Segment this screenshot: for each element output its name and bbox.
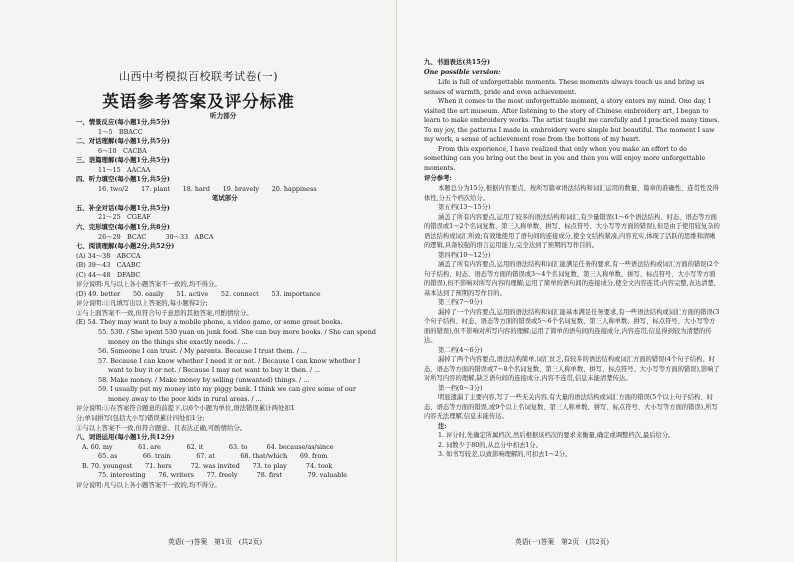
- answer-line: 59. I usually put my money into my piggy bank. I think we can give some of our: [98, 385, 356, 394]
- written-part-label: 笔试部分: [212, 194, 238, 203]
- rubric-intro: 本题总分为15分,根据内容要点、按所写篇章语法结构和词汇运用的数量、篇章的准确性、连贯性及得体性,分五个档次给分。: [424, 185, 719, 202]
- answer-line: (D) 49. better 50. easily 51. active 52. connect 53. importance: [76, 289, 321, 298]
- page1-answer-list: [76, 118, 376, 490]
- possible-version-label: One possible version:: [424, 68, 501, 76]
- exam-title: 山西中考模拟百校联考试卷(一): [118, 70, 279, 83]
- answer-line: 11～15 AACAA: [98, 165, 151, 174]
- answer-line: money on the things she exactly needs. / ...: [108, 337, 248, 346]
- scoring-note: 分;单词拼写(包括大小写)错误累计四处扣1分;: [76, 413, 205, 422]
- band-title: 第五档(13～15分): [438, 204, 491, 211]
- section-heading: 九、书面表达(共15分): [424, 58, 491, 66]
- answer-line: 四、听力填空(每小题1分,共5分): [76, 175, 170, 184]
- scoring-title: 评分参考:: [424, 174, 452, 182]
- answer-line: 五、补全对话(每小题1分,共5分): [76, 203, 170, 212]
- note-item: 3. 如书写较差,以致影响理解的,可扣去1～2分。: [438, 451, 572, 458]
- answer-line: (C) 44～48 DFABC: [76, 270, 141, 279]
- notes-title: 注:: [438, 422, 447, 430]
- answer-line: 65. as 66. train 67. at 68. that/which 69. from: [98, 452, 328, 461]
- answer-line: want to buy it or not. / Because I may not want to buy it then. / ...: [108, 366, 321, 375]
- answer-line: 八、词语运用(每小题1分,共12分): [76, 433, 175, 442]
- note-item: 2. 词数少于80的,从总分中扣去1分。: [438, 441, 542, 449]
- band-title: 第二档(4～6分): [438, 346, 483, 354]
- answer-line: 58. Make money. / Make money by selling (unwanted) things. / ...: [98, 375, 310, 384]
- note-item: 1. 评分时,先确定所属档次,然后根据该档次的要求来衡量,确定或调整档次,最后给分。: [438, 432, 675, 439]
- model-essay: [424, 78, 720, 173]
- answer-line: (A) 34～38 ABCCA: [76, 251, 141, 260]
- answer-line: 56. Someone I can trust. / My parents. Because I trust them. / ...: [98, 347, 308, 356]
- answer-line: 6～10 CACBA: [98, 146, 147, 155]
- answer-line: 六、完形填空(每小题1分,共8分): [76, 223, 170, 232]
- scoring-note: 评分说明:凡与以上各小题答案不一致的,均不得分。: [76, 480, 221, 489]
- band-title: 第三档(7～9分): [438, 299, 483, 306]
- essay-paragraph: When it comes to the most unforgettable moment, a story enters my mind. One day, I visited the art museum. After listening to the story of Chinese embroidery art, I began to learn to make embroidery works. The artist taught me carefully and I practiced many times. To my joy, the patterns I made in embroidery were simple but beautiful. The moment I saw my work, a sense of achievement rose from the bottom of my heart.: [424, 98, 720, 144]
- answer-line: 16. two/2 17. plant 18. hard 19. bravely 20. happiness: [98, 184, 317, 193]
- scoring-note: 评分说明:凡与以上各小题答案不一致的,均不得分。: [76, 280, 221, 289]
- page-heading: 英语参考答案及评分标准: [102, 92, 295, 111]
- answer-line: (E) 54. They may want to buy a mobile phone, a video game, or some great books.: [76, 318, 343, 327]
- answer-line: 26～29 BCAC 30～33 ABCA: [98, 232, 214, 241]
- answer-line: 21～25 CGEAF: [98, 213, 151, 222]
- answer-line: 57. Because I can know whether I need it or not. / Because I can know whether I: [98, 356, 361, 365]
- band-description: 漏掉了一个内容要点,运用的语法结构和词汇能基本满足任务要求,有一些语法结构或词汇方面的错误(3个句子结构、时态、语态等方面的错误或5～6个名词复数、第三人称单数、拼写、标点符号、大小写等方面的错误),但不影响对所写内容的理解;运用了简单的语句间的连接成分,内容连贯,信息得到较为清楚的传达。: [424, 308, 720, 344]
- listening-part-label: 听力部分: [210, 112, 237, 120]
- answer-line: 七、阅读理解(每小题2分,共52分): [76, 242, 175, 251]
- answer-line: (B) 39～43 CAABC: [76, 261, 141, 270]
- answer-line: 一、情景反应(每小题1分,共5分): [76, 118, 170, 126]
- scoring-note: ②与以上答案不一致,但符合题意、且表达正确,可酌情给分。: [76, 423, 247, 432]
- scoring-note: 评分说明:①凡填写出以上答案的,每小题得2分;: [76, 299, 208, 308]
- page1-footer: 英语(一)答案 第1页 (共2页): [168, 538, 263, 546]
- scoring-note: 评分说明:①在答案符合题意的前提下,以6个小题为单位,语法错误累计两处扣1: [76, 404, 295, 413]
- band-description: 明显遗漏了主要内容,写了一些无关内容,有大量的语法结构或词汇方面的错误(5个以上句子结构、时态、语态等方面的错误,或9个以上名词复数、第三人称单数、拼写、标点符号、大小写等方面的错误),所写内容无法理解,信息未能传达。: [424, 394, 718, 420]
- essay-paragraph: From this experience, I have realized that only when you make an effort to do something can you bring out the best in you and then you will enjoy more unforgettable moments.: [424, 145, 706, 172]
- answer-line: 三、语篇理解(每小题1分,共5分): [76, 156, 170, 165]
- answer-line: 1～5 BBACC: [98, 127, 143, 136]
- scoring-rubric: [424, 184, 720, 460]
- band-description: 涵盖了所有内容要点,运用了较多的语法结构和词汇,有少量错误(1～6个语法结构、时态、语态等方面的错误或1～2个名词复数、第三人称单数、拼写、标点符号、大小写等方面的错误),但是由于使用较复杂的语法结构或词汇所致;有效地使用了语句间的连接成分,使全文结构紧凑,内容充实,体现了活跃的思维和清晰的逻辑,具备较强的语言运用能力,完全达到了预期的写作目的。: [424, 213, 720, 249]
- answer-line: money away to the poor kids in rural areas. / ...: [108, 394, 262, 403]
- answer-line: B. 70. youngest 71. hers 72. was invited 73. to play 74. took: [82, 461, 333, 470]
- band-title: 第一档(0～3分): [438, 384, 483, 392]
- essay-paragraph: Life is full of unforgettable moments. These moments always touch us and bring us senses of warmth, pride and even achievement.: [424, 79, 705, 96]
- answer-line: A. 60. my 61. are 62. it 63. to 64. because/as/since: [82, 442, 334, 451]
- band-description: 漏掉了两个内容要点,语法结构简单,词汇贫乏,有较多的语法结构或词汇方面的错误(4个句子结构、时态、语态等方面的错误或7～8个名词复数、第三人称单数、拼写、标点符号、大小写等方面的错误),影响了对所写内容的理解,缺乏语句间的连接成分,内容不连贯,信息未能清楚传达。: [424, 356, 720, 382]
- band-description: 涵盖了所有内容要点,运用的语法结构和词汇能满足任务的要求,有一些语法结构或词汇方面的错误(2个句子结构、时态、语态等方面的错误或3～4个名词复数、第三人称单数、拼写、标点符号、大小写等方面的错误),但不影响对所写内容的理解;运用了简单的语句间的连接成分,使全文内容连贯;内容完整,表达清楚,基本达到了预期的写作目的。: [424, 261, 720, 297]
- band-title: 第四档(10～12分): [438, 251, 491, 259]
- page2-footer: 英语(一)答案 第2页 (共2页): [515, 538, 610, 546]
- answer-page-2: [397, 0, 794, 562]
- answer-line: 二、对话理解(每小题1分,共5分): [76, 137, 170, 146]
- answer-line: 75. interesting 76. writers 77. freely 78. first 79. valuable: [98, 471, 348, 480]
- answer-line: 55. 530. / She spent 530 yuan on junk food. She can buy more books. / She can spend: [98, 328, 376, 337]
- scoring-note: ②与上面答案不一致,但符合句子意思的其他答案,可酌情给分。: [76, 308, 253, 317]
